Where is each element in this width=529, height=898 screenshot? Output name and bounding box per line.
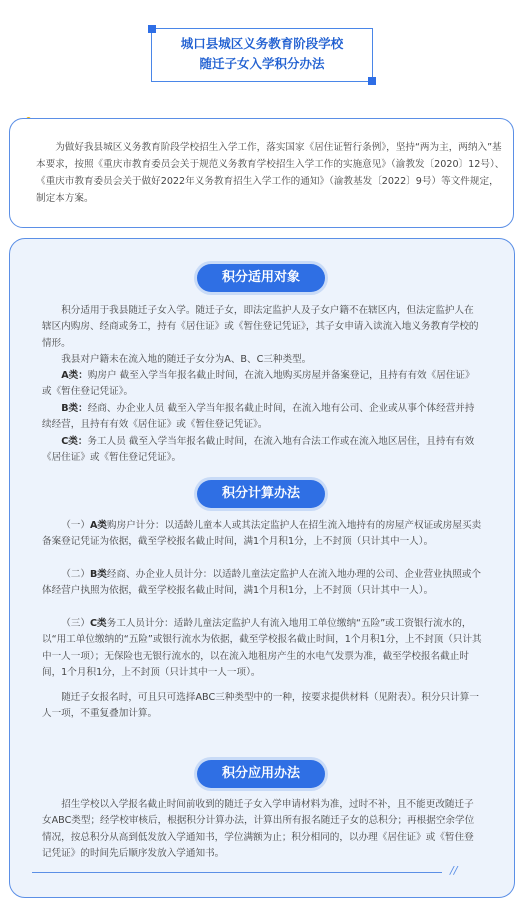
type-a-text: 购房户 截至入学当年报名截止时间，在流入地购买房屋并备案登记，且持有有效《居住证》或《暂住登记凭证》。 [42,370,475,398]
item-a-prefix: （一） [61,520,90,531]
type-c-label: C类： [61,436,88,447]
section1-type-c [42,434,482,467]
item-c-prefix: （三） [61,618,90,629]
section1-paragraph-2: 我县对户籍未在流入地的随迁子女分为A、B、C三种类型。 [61,354,312,365]
section2-item-b [42,567,482,600]
type-b-label: B类： [61,403,88,414]
section-heading-calculation: 积分计算办法 [197,480,325,508]
section3-paragraph: 招生学校以入学报名截止时间前收到的随迁子女入学申请材料为准，过时不补，且不能更改随迁子女ABC类型；经学校审核后，根据积分计算办法，计算出所有报名随迁子女的总积分；再根据空余学位情况，按总积分从高到低发放入学通知书，学位满额为止；积分相同的，以办理《居住证》或《暂住登记凭证》的时间先后顺序发放入学通知书。 [42,799,475,860]
type-c-text: 务工人员 截至入学当年报名截止时间，在流入地有合法工作或在流入地区居住，且持有有效《居住证》或《暂住登记凭证》。 [42,436,475,464]
item-c-label: C类 [89,618,107,629]
item-b-prefix: （二） [61,569,90,580]
type-a-label: A类： [61,370,88,381]
section2-note: 随迁子女报名时，可且只可选择ABC三种类型中的一种，按要求提供材料（见附表）。积分只计算一人一项，不重复叠加计算。 [42,692,479,720]
item-b-text: 经商、办企业人员计分：以适龄儿童法定监护人在流入地办理的公司、企业营业执照或个体经营户执照为依据，截至学校报名截止时间，满1个月积1分，上不封顶（只计其中一人）。 [42,569,482,597]
section1-type-b [42,401,482,434]
item-c-text: 务工人员计分：适龄儿童法定监护人有流入地用工单位缴纳“五险”或工资银行流水的，以“用工单位缴纳的“五险”或银行流水为依据，截至学校报名截止时间，1个月积1分，上不封顶（只计其中一人一项）；无保险也无银行流水的，以在流入地租房产生的水电气发票为准，截至学校报名截止时间，1个月积1分，上不封顶（只计其中一人一项）。 [42,618,482,679]
item-a-label: A类 [89,520,107,531]
section1-paragraph-1: 积分适用于我县随迁子女入学。随迁子女，即法定监护人及子女户籍不在辖区内，但法定监护人在辖区内购房、经商或务工，持有《居住证》或《暂住登记凭证》，其子女申请入读流入地义务教育学校的情形。 [42,305,479,349]
section2-item-a [42,518,482,551]
section1-type-a [42,368,482,401]
section-heading-applicable: 积分适用对象 [197,264,325,292]
footer-divider [32,872,442,873]
title-line-1: 城口县城区义务教育阶段学校 [180,36,344,51]
item-b-label: B类 [89,569,107,580]
slash-decor-icon: // [450,864,458,877]
intro-paragraph: 为做好我县城区义务教育阶段学校招生入学工作，落实国家《居住证暂行条例》，坚持“两为主，两纳入”基本要求，按照《重庆市教育委员会关于规范义务教育学校招生入学工作的实施意见》（渝教发〔2020〕12号）、《重庆市教育委员会关于做好2022年义务教育招生入学工作的通知》（渝教基发〔2022〕9号）等文件规定，制定本方案。 [36,142,505,204]
section2-item-c [42,616,482,682]
intro-panel [9,118,514,228]
title-line-2: 随迁子女入学积分办法 [199,56,325,71]
title-box [151,28,373,82]
section-heading-application: 积分应用办法 [197,760,325,788]
item-a-text: 购房户计分：以适龄儿童本人或其法定监护人在招生流入地持有的房屋产权证或房屋买卖备案登记凭证为依据，截至学校报名截止时间，满1个月积1分，上不封顶（只计其中一人）。 [42,520,482,548]
type-b-text: 经商、办企业人员 截至入学当年报名截止时间，在流入地有公司、企业或从事个体经营并持续经营，且持有有效《居住证》或《暂住登记凭证》。 [42,403,475,431]
